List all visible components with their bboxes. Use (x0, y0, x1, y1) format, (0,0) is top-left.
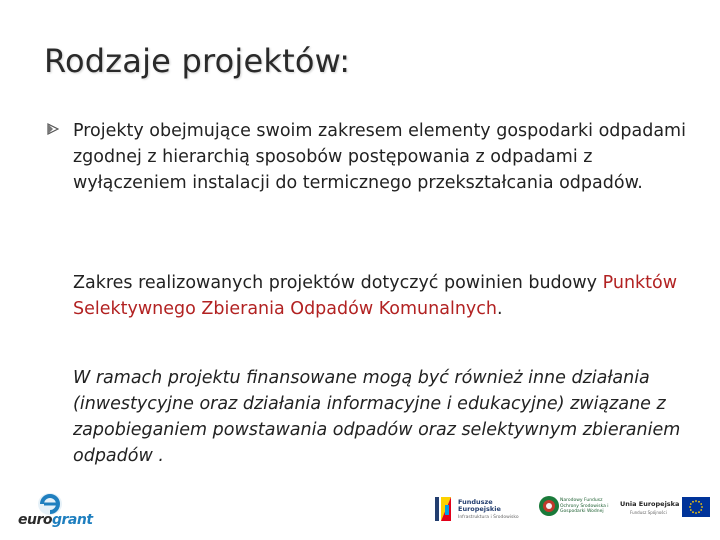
paragraph-hierarchy: Projekty obejmujące swoim zakresem elementy gospodarki odpadami zgodnej z hierarchią sposobów postępowania z odpadami z wyłączeniem instalacji do termicznego przekształcania odpadów. (73, 121, 686, 193)
eurogrant-grant: grant (51, 512, 93, 528)
eurogrant-logo-text (18, 512, 93, 528)
arrow-bullet-icon (47, 123, 59, 135)
ue-logo-title: Unia Europejska (620, 500, 680, 508)
fe-line2: Europejskie (458, 505, 501, 513)
nfosigw-logo-text: Narodowy Fundusz Ochrony Środowiska i Gospodarki Wodnej (560, 498, 609, 514)
fe-line1: Fundusze (458, 498, 493, 506)
eurogrant-euro: euro (18, 512, 52, 528)
eu-flag-icon (682, 497, 710, 517)
pszok-highlight: Punktów Selektywnego Zbierania Odpadów Komunalnych (73, 273, 678, 319)
ue-logo-sub: Fundusz Spójności (630, 510, 667, 515)
paragraph-additional: W ramach projektu finansowane mogą być również inne działania (inwestycyjne oraz działania informacyjne i edukacyjne) związane z zapobieganiem powstawania odpadów oraz selektywnym zbieraniem odpadów . (73, 368, 681, 466)
paragraph-scope-intro: Zakres realizowanych projektów dotyczyć powinien budowy (73, 273, 603, 293)
fe-logo-text (458, 499, 501, 513)
paragraph-scope-end: . (496, 299, 503, 319)
slide-title: Rodzaje projektów: (44, 42, 351, 80)
fe-logo-sub: Infrastruktura i Środowisko (458, 515, 519, 520)
paragraph-scope (73, 270, 713, 322)
nfosigw-logo-icon (538, 494, 560, 520)
footer-logos (0, 485, 720, 540)
